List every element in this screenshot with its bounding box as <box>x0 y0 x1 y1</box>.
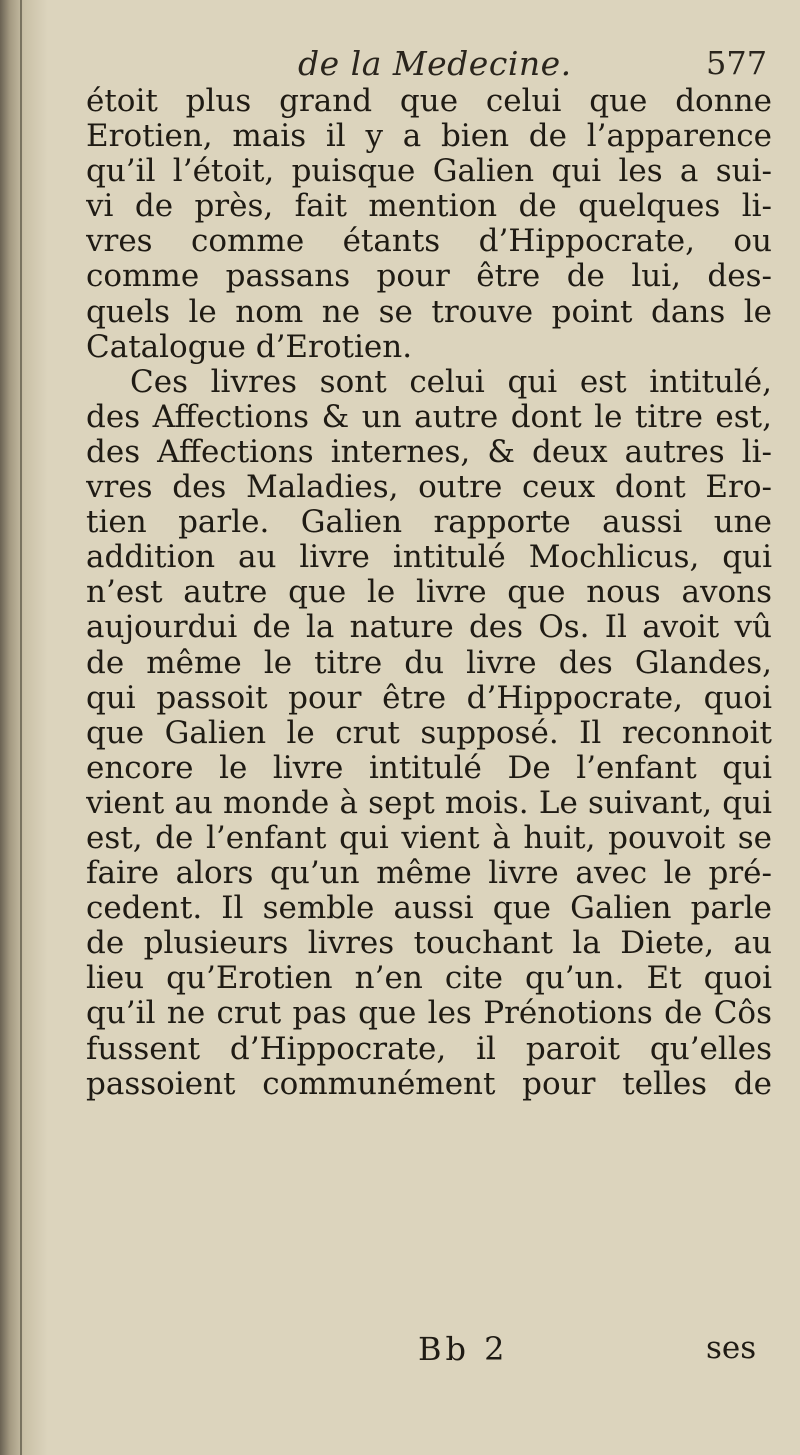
text-line: fussent d’Hippocrate, il paroit qu’elles <box>86 1031 772 1067</box>
text-line: qui passoit pour être d’Hippocrate, quoi <box>86 680 772 716</box>
text-line: addition au livre intitulé Mochlicus, qui <box>86 540 772 576</box>
text-line: encore le livre intitulé De l’enfant qui <box>86 750 772 786</box>
text-line: qu’il l’étoit, puisque Galien qui les a sui- <box>86 154 772 190</box>
text-line: qu’il ne crut pas que les Prénotions de Côs <box>86 996 772 1032</box>
text-line: que Galien le crut supposé. Il reconnoit <box>86 715 772 751</box>
text-line: étoit plus grand que celui que donne <box>86 84 772 119</box>
text-line: Catalogue d’Erotien. <box>86 329 413 365</box>
text-line: est, de l’enfant qui vient à huit, pouvoit se <box>86 820 772 856</box>
text-line: comme passans pour être de lui, des- <box>86 259 772 295</box>
text-line: aujourdui de la nature des Os. Il avoit vû <box>86 610 772 646</box>
text-line: Erotien, mais il y a bien de l’apparence <box>86 119 772 155</box>
text-line: de plusieurs livres touchant la Diete, au <box>86 926 772 962</box>
text-line: faire alors qu’un même livre avec le pré- <box>86 856 772 892</box>
text-line: vres comme étants d’Hippocrate, ou <box>86 224 772 260</box>
signature-mark: Bb 2 <box>418 1330 509 1368</box>
text-line: quels le nom ne se trouve point dans le <box>86 294 772 330</box>
catchword: ses <box>706 1330 757 1366</box>
text-line: lieu qu’Erotien n’en cite qu’un. Et quoi <box>86 961 772 997</box>
text-line: vres des Maladies, outre ceux dont Ero- <box>86 470 772 506</box>
text-line: tien parle. Galien rapporte aussi une <box>86 505 772 541</box>
text-line: vient au monde à sept mois. Le suivant, qui <box>86 785 772 821</box>
text-line: passoient communément pour telles de <box>86 1066 772 1102</box>
text-line: des Affections & un autre dont le titre est, <box>86 399 772 435</box>
body-text <box>86 84 772 1102</box>
text-line: des Affections internes, & deux autres li- <box>86 434 772 470</box>
page-gutter <box>0 0 48 1455</box>
page-number: 577 <box>706 44 768 82</box>
paragraph-first-line: Ces livres sont celui qui est intitulé, <box>130 364 772 400</box>
binding-edge <box>20 0 22 1455</box>
text-line: n’est autre que le livre que nous avons <box>86 575 772 611</box>
text-line: de même le titre du livre des Glandes, <box>86 645 772 681</box>
page-footer <box>0 1330 800 1378</box>
text-line: cedent. Il semble aussi que Galien parle <box>86 891 772 927</box>
running-head: de la Medecine. <box>298 44 572 83</box>
text-line: vi de près, fait mention de quelques li- <box>86 189 772 225</box>
